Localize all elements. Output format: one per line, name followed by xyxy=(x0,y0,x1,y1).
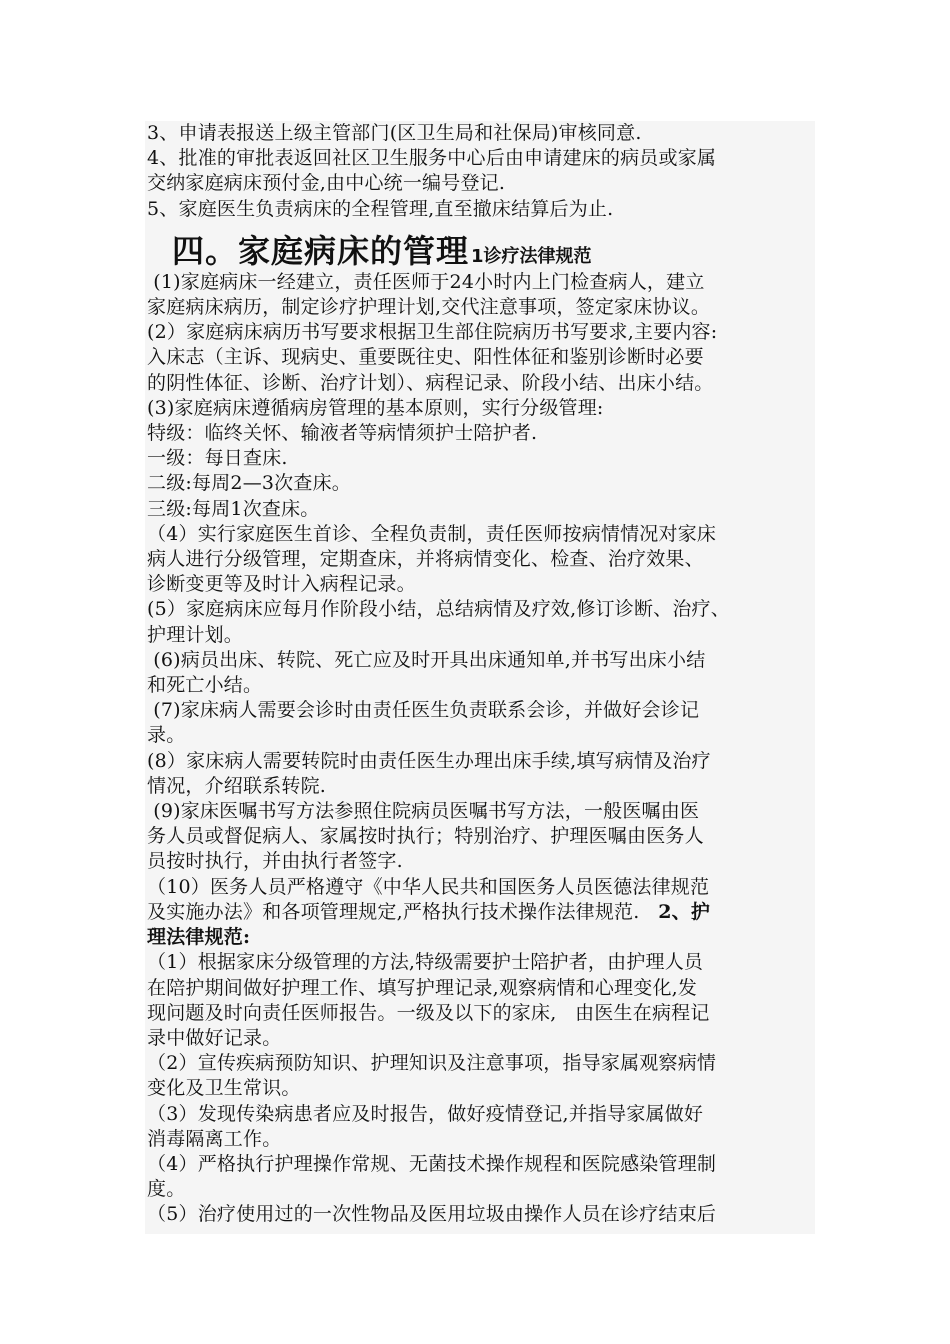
text-line: (3)家庭病床遵循病房管理的基本原则，实行分级管理: xyxy=(147,396,604,419)
text-line: (1)家庭病床一经建立，责任医师于24小时内上门检查病人，建立 xyxy=(147,270,705,293)
text-line: 入床志（主诉、现病史、重要既往史、阳性体征和鉴别诊断时必要 xyxy=(147,346,704,369)
text-line: （10）医务人员严格遵守《中华人民共和国医务人员医德法律规范 xyxy=(147,875,710,898)
text-line: 录中做好记录。 xyxy=(147,1026,282,1049)
subsection-heading-start: 2、护 xyxy=(658,900,711,923)
text-line: 一级：每日查床. xyxy=(147,447,288,470)
text-line: 及实施办法》和各项管理规定,严格执行技术操作法律规范. xyxy=(147,900,659,923)
text-line: （3）发现传染病患者应及时报告，做好疫情登记,并指导家属做好 xyxy=(147,1102,704,1125)
section-heading xyxy=(147,226,813,270)
text-line: 5、家庭医生负责病床的全程管理,直至撤床结算后为止. xyxy=(147,197,614,220)
text-line: 交纳家庭病床预付金,由中心统一编号登记. xyxy=(147,172,506,195)
text-line: (5）家庭病床应每月作阶段小结，总结病情及疗效,修订诊断、治疗、 xyxy=(147,598,730,621)
text-line: 诊断变更等及时计入病程记录。 xyxy=(147,573,416,596)
text-line: （4）严格执行护理操作常规、无菌技术操作规程和医院感染管理制 xyxy=(147,1152,717,1175)
text-line: 现问题及时向责任医师报告。一级及以下的家床, 由医生在病程记 xyxy=(147,1001,710,1024)
text-line: 3、申请表报送上级主管部门(区卫生局和社保局)审核同意. xyxy=(147,122,642,144)
text-line: 度。 xyxy=(147,1178,186,1201)
text-line: 二级:每周2—3次查床。 xyxy=(147,472,351,495)
text-line: 情况，介绍联系转院. xyxy=(147,774,327,797)
text-line: (6)病员出床、转院、死亡应及时开具出床通知单,并书写出床小结 xyxy=(147,648,706,671)
text-line: （1）根据家床分级管理的方法,特级需要护士陪护者，由护理人员 xyxy=(147,951,704,974)
subsection-heading: 1诊疗法律规范 xyxy=(471,245,592,267)
text-line: 和死亡小结。 xyxy=(147,674,263,697)
text-line: (7)家床病人需要会诊时由责任医生负责联系会诊，并做好会诊记 xyxy=(147,699,700,722)
text-line: （4）实行家庭医生首诊、全程负责制，责任医师按病情情况对家床 xyxy=(147,522,717,545)
subsection-heading-end: 理法律规范: xyxy=(147,926,251,949)
text-line-with-heading xyxy=(147,900,813,925)
section-heading-title: 四。家庭病床的管理 xyxy=(172,231,470,270)
text-line: (2）家庭病床病历书写要求根据卫生部住院病历书写要求,主要内容: xyxy=(147,321,718,344)
text-line: 消毒隔离工作。 xyxy=(147,1127,282,1150)
text-line: 三级:每周1次查床。 xyxy=(147,497,320,520)
text-line: 4、批准的审批表返回社区卫生服务中心后由申请建床的病员或家属 xyxy=(147,147,717,170)
text-line: (9)家床医嘱书写方法参照住院病员医嘱书写方法，一般医嘱由医 xyxy=(147,800,700,823)
text-line: 的阴性体征、诊断、治疗计划）、病程记录、阶段小结、出床小结。 xyxy=(147,371,714,394)
text-line: 病人进行分级管理，定期查床，并将病情变化、检查、治疗效果、 xyxy=(147,548,704,571)
document-page xyxy=(145,121,815,1234)
text-line: （2）宣传疾病预防知识、护理知识及注意事项，指导家属观察病情 xyxy=(147,1052,717,1075)
text-line: 变化及卫生常识。 xyxy=(147,1077,301,1100)
text-line: 护理计划。 xyxy=(147,623,244,646)
text-line: 家庭病床病历，制定诊疗护理计划,交代注意事项，签定家床协议。 xyxy=(147,296,711,319)
text-line: 录。 xyxy=(147,724,186,747)
text-line: 务人员或督促病人、家属按时执行；特别治疗、护理医嘱由医务人 xyxy=(147,825,704,848)
text-line: 特级：临终关怀、输液者等病情须护士陪护者. xyxy=(147,422,538,445)
text-line: （5）治疗使用过的一次性物品及医用垃圾由操作人员在诊疗结束后 xyxy=(147,1203,717,1226)
text-line: 在陪护期间做好护理工作、填写护理记录,观察病情和心理变化,发 xyxy=(147,976,698,999)
text-line: 员按时执行，并由执行者签字. xyxy=(147,850,403,873)
text-line: (8）家床病人需要转院时由责任医生办理出床手续,填写病情及治疗 xyxy=(147,749,711,772)
